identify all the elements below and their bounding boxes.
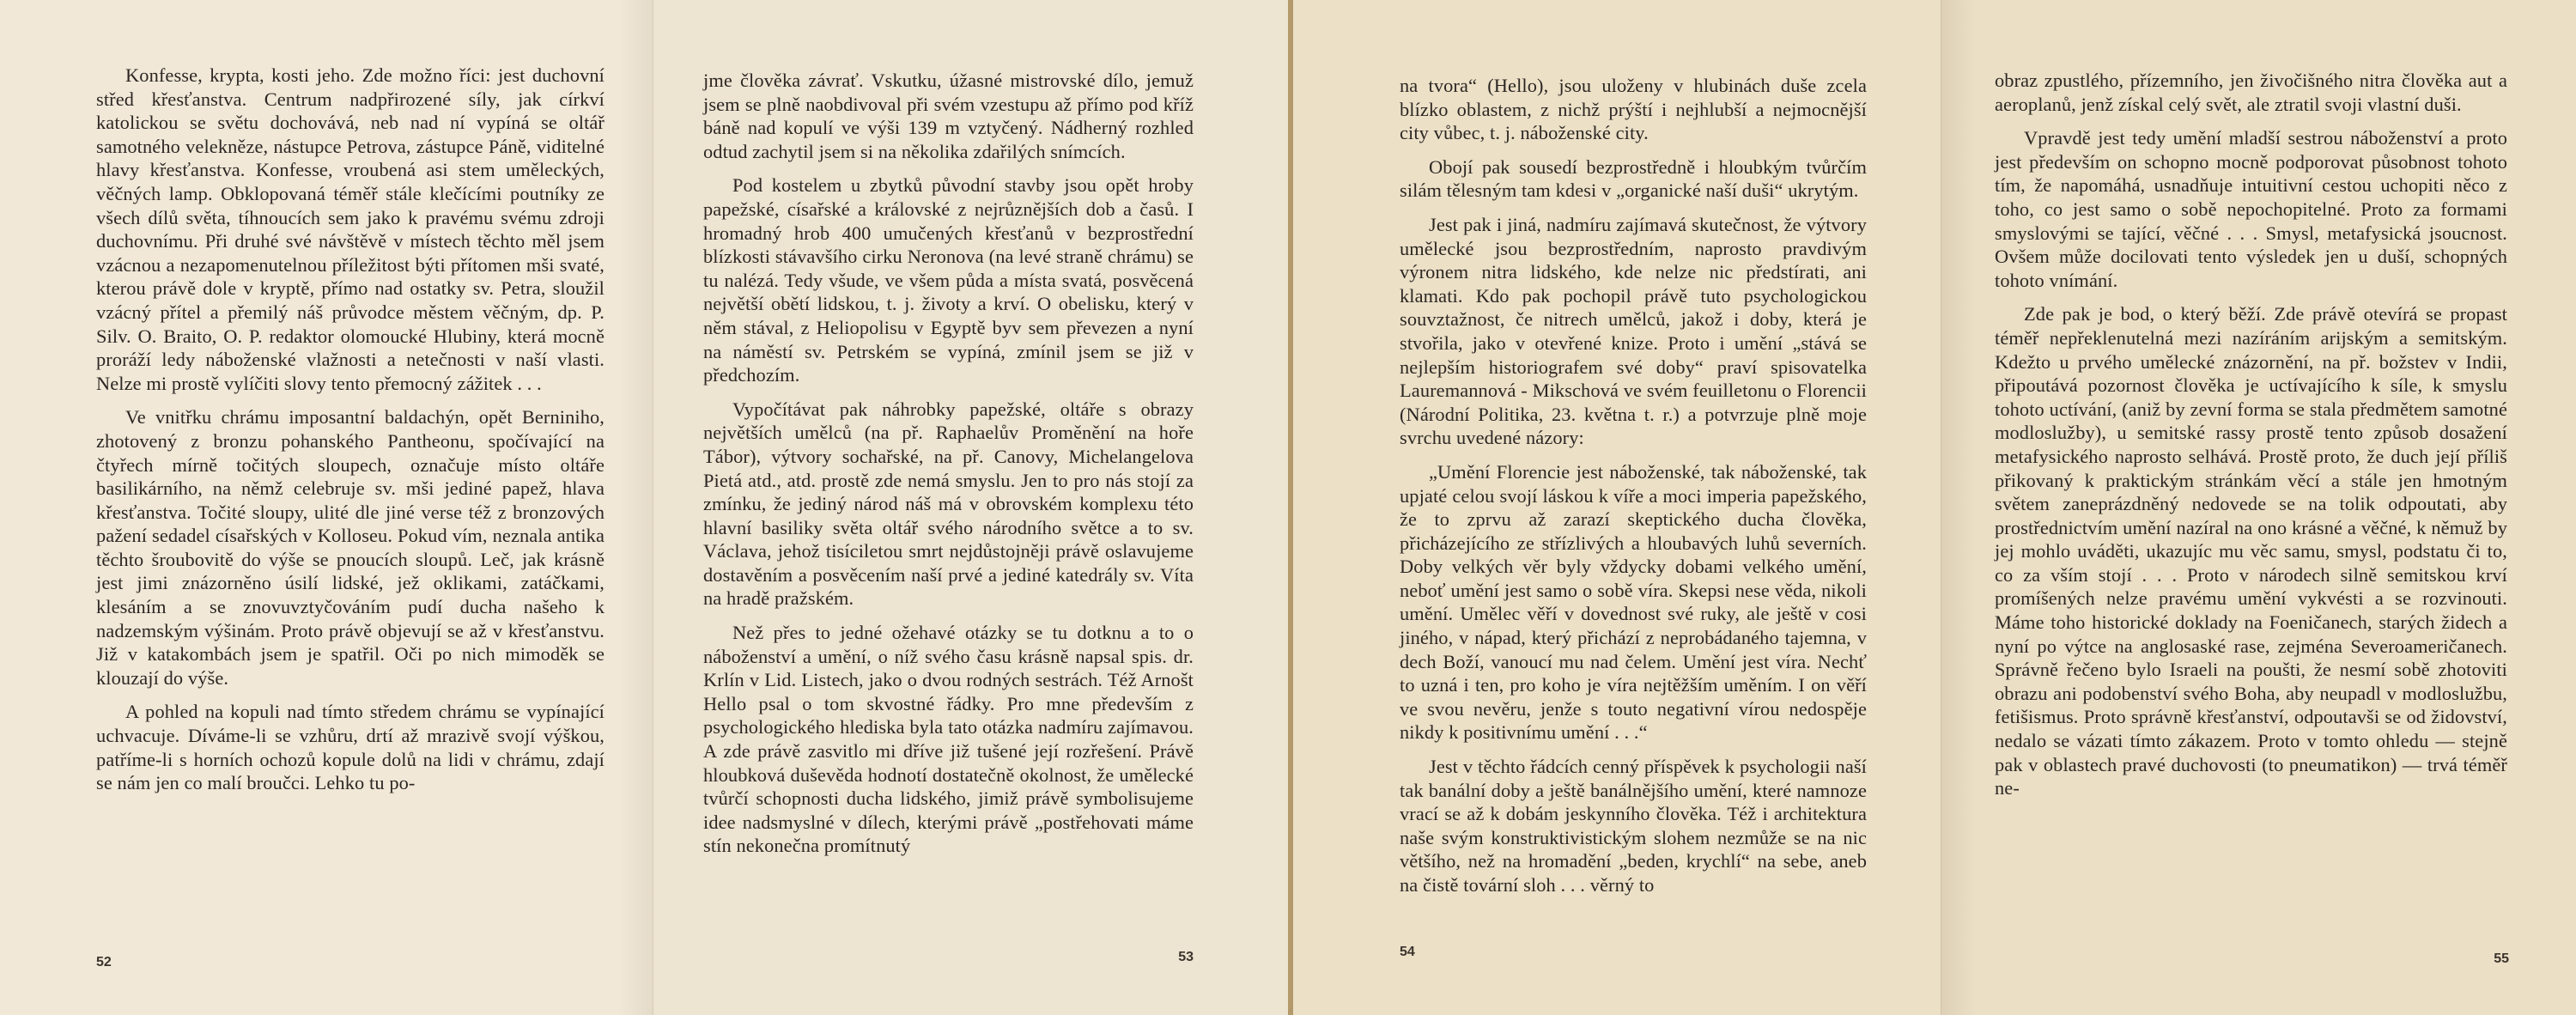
page-number: 54 xyxy=(1400,945,1415,959)
paragraph: obraz zpustlého, přízemního, jen živočišného nitra člověka aut a aeroplanů, jenž získal celý svět, ale ztratil svoji vlastní duši. xyxy=(1995,70,2507,115)
paragraph: Konfesse, krypta, kosti jeho. Zde možno říci: jest duchovní střed křesťanstva. Centrum nadpřirozené síly, jak církví katolickou se světu dochovává, neb nad ní vypíná se oltář samotného velekněze, nástupce Petrova, zástupce Páně, viditelné hlavy křesťanstva. Konfesse, vroubená asi stem uměleckých, věčných lamp. Obklopovaná téměř stále klečícími poutníky ze všech dílů světa, tíhnoucích sem jako k pravému svému zdroji duchovnímu. Při druhé své návštěvě v místech těchto měl jsem vzácnou a nezapomenutelnou příležitost býti přítomen mši svaté, kterou právě dole v kryptě, přímo nad ostatky sv. Petra, sloužil vzácný přítel a přemilý náš průvodce městem věčným, dp. P. Silv. O. Braito, O. P. redaktor olomoucké Hlubiny, která mocně proráží ledy náboženské vlažnosti a netečnosti v naší vlasti. Nelze mi prostě vylíčiti slovy tento přemocný zážitek . . . xyxy=(96,64,605,394)
paragraph: Pod kostelem u zbytků původní stavby jsou opět hroby papežské, císařské a královské z nejrůznějších dob a časů. I hromadný hrob 400 umučených křesťanů v bezprostřední blízkosti stávavšího cirku Neronova (na levé straně chrámu) se tu nalézá. Tedy všude, ve všem půda a místa svatá, posvěcená největší obětí lidskou, t. j. životy a krví. O obelisku, který v něm stával, z Heliopolisu v Egyptě byv sem převezen a nyní na náměstí sv. Petrském se vypíná, zmínil jsem se již v předchozím. xyxy=(703,174,1194,386)
paragraph: Vpravdě jest tedy umění mladší sestrou náboženství a proto jest především on schopno mocně podporovat působnost tohoto tím, že napomáhá, usnadňuje intuitivní cestou uchopiti něco z toho, co jest samo o sobě nepochopitelné. Proto za formami smyslovými se tající, věčné . . . Smysl, metafysická jsoucnost. Ovšem může docilovati tento výsledek jen u duší, schopných tohoto vnímání. xyxy=(1995,127,2507,291)
paragraph: Ve vnitřku chrámu imposantní baldachýn, opět Berniniho, zhotovený z bronzu pohanského Pantheonu, spočívající na čtyřech mírně točitých sloupech, označuje místo oltáře basilikárního, na němž celebruje sv. mši jediné papež, hlava křesťanstva. Točité sloupy, ulité dle jiné verse též z bronzových pažení sedadel císařských v Kolloseu. Pokud vím, neznala antika těchto šroubovitě do výše se pnoucích sloupů. Leč, jak krásně jest jimi znázorněno úsilí lidské, jež oklikami, zatáčkami, klesáním a se znovuvztyčováním pudí ducha našeho k nadzemským výšinám. Proto právě objevují se až v křesťanstvu. Již v katakombách jsem je spatřil. Oči po nich mimoděk se klouzají do výše. xyxy=(96,406,605,689)
gutter-shadow xyxy=(1941,0,1976,1015)
page-text xyxy=(96,64,605,795)
page-55 xyxy=(1941,0,2576,1015)
paragraph: Zde pak je bod, o který běží. Zde právě otevírá se propast téměř nepřeklenutelná mezi nazíráním arijským a semitským. Kdežto u prvého umělecké znázornění, na př. božstev v Indii, připoutává pozornost člověka je uctívajícího k síle, k smyslu tohoto uctívání, (aniž by zevní forma se stala předmětem samotné modloslužby), u semitské rassy prostě tento způsob dosažení metafysického naprosto selhává. Prostě proto, že duch její příliš přikovaný k praktickým stránkám věcí a stále jen hmotným světem zaneprázdněný nedovede se na tolik odpoutati, aby prostřednictvím umění nazíral na ono krásné a věčné, k němuž by jej mohlo uváděti, ukazujíc mu věc samu, smysl, podstatu či to, co za vším stojí . . . Proto v národech silně semitskou krví promíšených nelze pravému umění vykvésti a se rozvinouti. Máme toho historické doklady na Foeničanech, starých židech a nyní po výtce na anglosaské rase, zejména Severoameričanech. Správně řečeno bylo Israeli na poušti, že nesmí sobě zhotoviti obrazu ani podobenství svého Boha, aby neupadl v modloslužbu, fetišismus. Proto správně křesťanství, odpoutavši se od židovství, nedalo se vázati tímto zákazem. Proto v tomto ohledu — stejně pak v oblastech pravé duchovosti (to pneumatikon) — trvá téměř ne- xyxy=(1995,303,2507,799)
paragraph: Jest v těchto řádcích cenný příspěvek k psychologii naší tak banální doby a ještě banálnějšího umění, které namnoze vrací se až k dobám jeskynního člověka. Též i architektura naše svým konstruktivistickým slohem nezmůže se na nic většího, než na hromadění „beden, krychlí“ na sebe, aneb na čistě tovární sloh . . . věrný to xyxy=(1400,756,1867,896)
book-spread-right xyxy=(1288,0,2576,1015)
paragraph: „Umění Florencie jest náboženské, tak náboženské, tak upjaté celou svojí láskou k víře a moci imperia papežského, že to zprvu až zarazí skeptického ducha člověka, přicházejícího ze střízlivých a hloubavých luhů severních. Doby velkých věr byly vždycky dobami velkého umění, neboť umění jest samo o sobě víra. Skepsi nese věda, nikoli umění. Umělec věří v dovednost své ruky, ale ještě v cosi jiného, v nápad, který přichází z neprobádaného tajemna, v dech Boží, vanoucí mu nad čelem. Umění jest víra. Nechť to uzná i ten, pro koho je víra nejtěžším uměním. I on věří ve svou nevěru, jenže s touto negativní vírou nedospěje nikdy k positivnímu umění . . .“ xyxy=(1400,460,1867,744)
page-number: 53 xyxy=(1178,950,1194,964)
page-number: 52 xyxy=(96,955,112,969)
page-53 xyxy=(653,0,1288,1015)
page-text xyxy=(1995,69,2507,800)
page-text xyxy=(703,69,1194,858)
paragraph: Obojí pak sousedí bezprostředně i hloubkým tvůrčím silám tělesným tam kdesi v „organické naší duši“ ukrytým. xyxy=(1400,155,1867,202)
paragraph: Jest pak i jiná, nadmíru zajímavá skutečnost, že výtvory umělecké jsou bezprostředním, naprosto pravdivým výronem nitra lidského, kde nelze nic předstírati, ani klamati. Kdo pak pochopil právě tuto psychologickou souvztažnost, če nitrech umělců, jakož i doby, která je stvořila, jako v otevřené knize. Proto i umění „stává se nejlepším historiografem své doby“ praví spisovatelka Lauremannová - Mikschová ve svém feuilletonu o Florencii (Národní Politika, 23. května t. r.) a potvrzuje plně moje svrchu uvedené názory: xyxy=(1400,213,1867,449)
paragraph: Vypočítávat pak náhrobky papežské, oltáře s obrazy největších umělců (na př. Raphaelův Proměnění na hoře Tábor), výtvory sochařské, na př. Canovy, Michelangelova Pietá atd., atd. prostě zde nemá smyslu. Jen to pro nás stojí za zmínku, že jediný národ náš má v obrovském komplexu této hlavní basiliky světa oltář svého národního světce a to sv. Václava, jehož tisíciletou smrt nejdůstojněji právě oslavujeme dostavěním a posvěcením naší prvé a jediné katedrály sv. Víta na hradě pražském. xyxy=(703,398,1194,610)
paragraph: na tvora“ (Hello), jsou uloženy v hlubinách duše zcela blízko oblastem, z nichž prýští i nejhlubší a nejmocnější city vůbec, t. j. náboženské city. xyxy=(1400,75,1867,144)
paragraph: Než přes to jedné ožehavé otázky se tu dotknu a to o náboženství a umění, o níž svého času krásně napsal spis. dr. Krlín v Lid. Listech, jako o dvou rodných sestrách. Též Arnošt Hello psal o tom skvostné řádky. Pro mne především z psychologického hlediska byla tato otázka nadmíru zajímavou. A zde právě zasvitlo mi dříve již tušené její rozřešení. Právě hloubková duševěda hodnotí dostatečně okolnost, že umělecké tvůrčí schopnosti ducha lidského, jimiž právě symbolisujeme idee nadsmyslné v dílech, kterými právě „postřehovati máme stín nekonečna promítnutý xyxy=(703,622,1194,857)
page-number: 55 xyxy=(2494,951,2509,966)
page-text xyxy=(1400,74,1867,897)
paragraph: A pohled na kopuli nad tímto středem chrámu se vypínající uchvacuje. Díváme-li se vzhůru, drtí až mrazivě svojí výškou, patříme-li s horních ochozů kopule dolů na lidi v chrámu, zdají se nám jen co malí broučci. Lehko tu po- xyxy=(96,701,605,794)
gutter-shadow xyxy=(618,0,653,1015)
paragraph: jme člověka závrať. Vskutku, úžasné mistrovské dílo, jemuž jsem se plně naobdivoval při svém vzestupu až přímo pod kříž báně nad kopulí ve výši 139 m vztyčený. Nádherný rozhled odtud zachytil jsem si na několika zdařilých snímcích. xyxy=(703,70,1194,162)
page-52 xyxy=(0,0,653,1015)
page-54 xyxy=(1288,0,1941,1015)
